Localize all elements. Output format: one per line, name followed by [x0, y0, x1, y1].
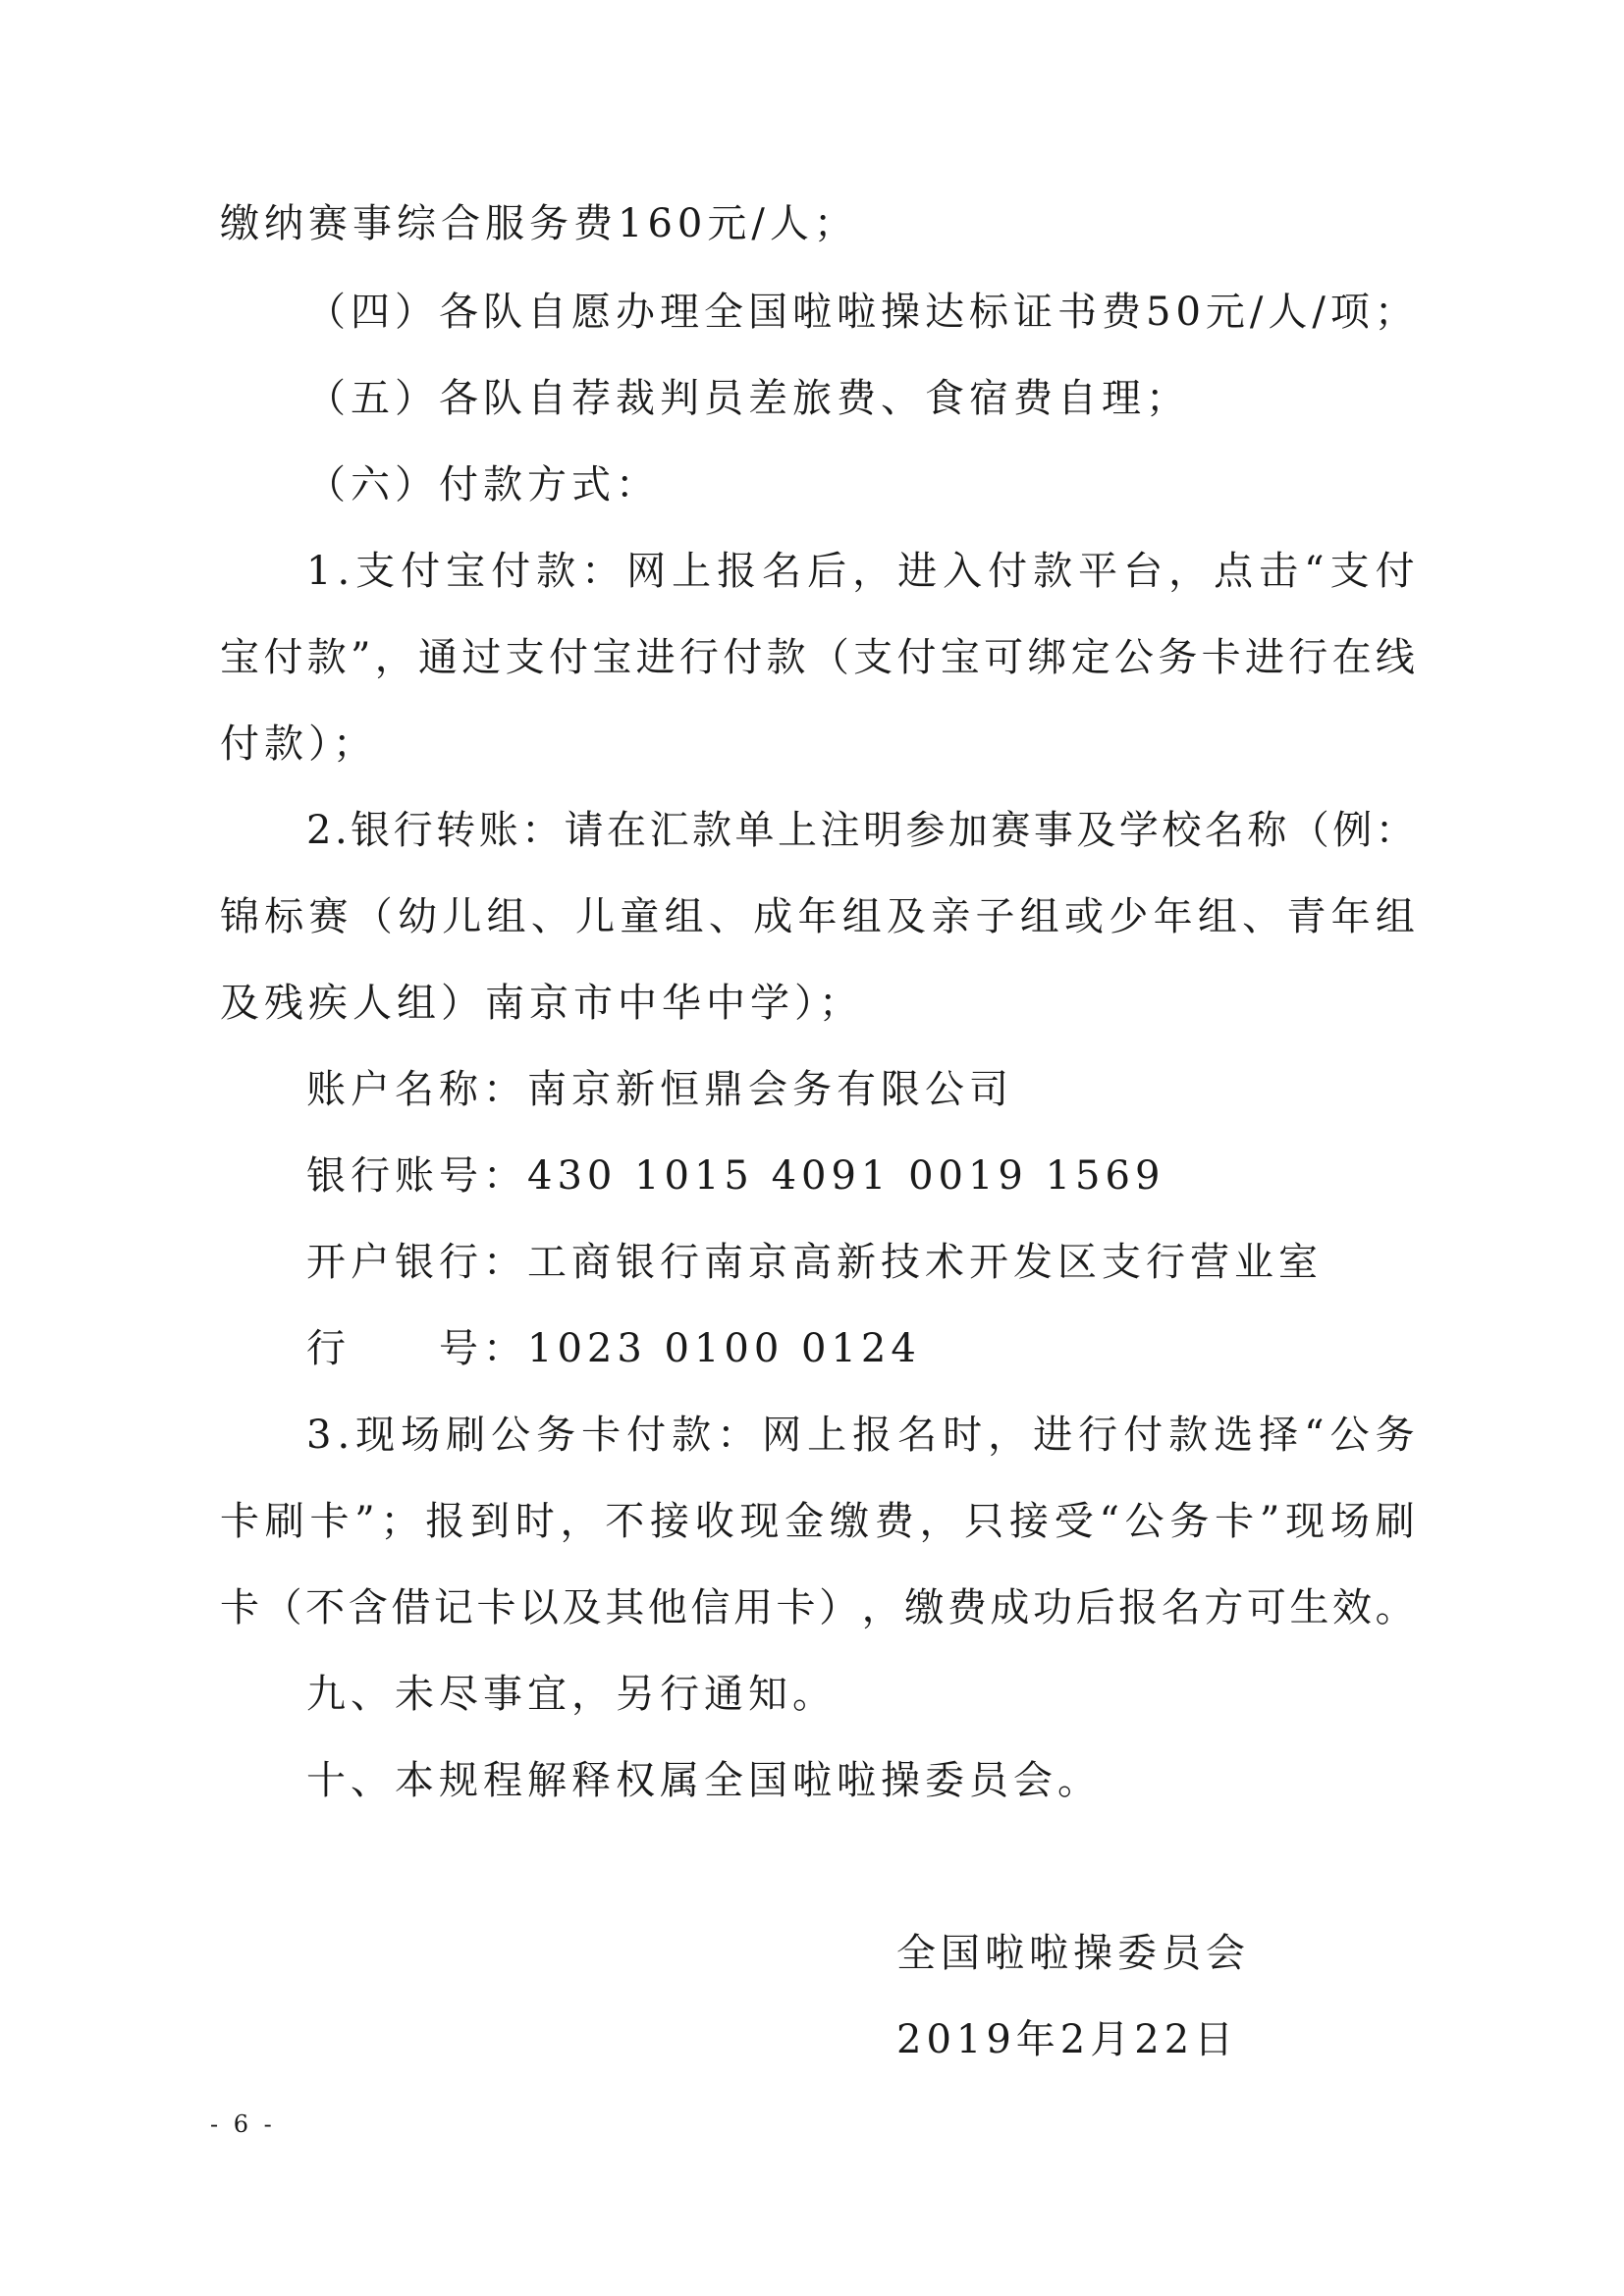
- text-glyph: 可: [1246, 1585, 1286, 1630]
- text-glyph: 费: [947, 1585, 987, 1630]
- text-glyph: 上: [672, 549, 712, 594]
- text-glyph: 刷: [446, 1413, 486, 1458]
- text-glyph: 时: [943, 1413, 983, 1458]
- text-glyph: （: [809, 635, 849, 680]
- text-glyph: 效: [1332, 1585, 1373, 1630]
- text-glyph: 行: [678, 635, 719, 680]
- text-glyph: 卡: [1201, 635, 1241, 680]
- text-glyph: ：: [717, 1413, 757, 1458]
- text-glyph: 参: [905, 808, 946, 853]
- text-glyph: “: [1304, 549, 1325, 594]
- text-glyph: ，: [861, 1585, 901, 1630]
- text-glyph: 青: [1286, 894, 1326, 939]
- text-glyph: 银: [351, 808, 391, 853]
- text-glyph: 务: [1169, 1499, 1210, 1544]
- text-glyph: 儿: [442, 894, 482, 939]
- text-glyph: 明: [862, 808, 902, 853]
- text-glyph: .: [334, 808, 348, 853]
- text-glyph: 支: [355, 549, 396, 594]
- text-glyph: ：: [581, 549, 622, 594]
- text-glyph: 年: [797, 894, 838, 939]
- text-glyph: 在: [1331, 635, 1372, 680]
- text-glyph: 款: [692, 808, 732, 853]
- text-glyph: 1: [306, 549, 332, 594]
- text-glyph: 款: [306, 635, 347, 680]
- text-glyph: 接: [1008, 1499, 1049, 1544]
- text-glyph: 赛: [308, 894, 349, 939]
- text-glyph: 现: [1285, 1499, 1326, 1544]
- text-glyph: 缴: [904, 1585, 945, 1630]
- text-glyph: 公: [1114, 635, 1155, 680]
- text-glyph: 生: [1289, 1585, 1329, 1630]
- text-glyph: 卡: [1215, 1499, 1255, 1544]
- text-glyph: 支: [505, 635, 545, 680]
- text-glyph: （: [352, 894, 393, 939]
- text-glyph: 后: [807, 549, 847, 594]
- text-glyph: 含: [348, 1585, 388, 1630]
- text-glyph: 名: [762, 549, 802, 594]
- text-line-11: 账户名称：南京新恒鼎会务有限公司: [306, 1067, 1013, 1112]
- text-glyph: .: [337, 1413, 351, 1458]
- text-line-5: [306, 549, 1415, 594]
- text-glyph: 例: [1332, 808, 1373, 853]
- text-glyph: 台: [1123, 549, 1164, 594]
- text-glyph: ，: [919, 1499, 959, 1544]
- text-glyph: 进: [1033, 1413, 1073, 1458]
- text-glyph: 卡: [581, 1413, 622, 1458]
- text-glyph: ，: [560, 1499, 600, 1544]
- text-glyph: 卡: [776, 1585, 816, 1630]
- text-glyph: ：: [1375, 808, 1415, 853]
- text-glyph: 支: [1329, 549, 1370, 594]
- text-glyph: 公: [1329, 1413, 1370, 1458]
- text-glyph: 付: [548, 635, 588, 680]
- text-glyph: 锦: [220, 894, 259, 939]
- text-glyph: 赛: [991, 808, 1031, 853]
- text-glyph: 行: [393, 808, 433, 853]
- text-line-1: 缴纳赛事综合服务费160元/人；: [220, 201, 858, 246]
- text-glyph: 及: [886, 894, 926, 939]
- text-glyph: （: [1289, 808, 1329, 853]
- text-line-3: （五）各队自荐裁判员差旅费、食宿费自理；: [306, 376, 1190, 421]
- text-glyph: 童: [620, 894, 660, 939]
- text-glyph: 只: [964, 1499, 1004, 1544]
- text-glyph: 组: [1019, 894, 1059, 939]
- text-glyph: 付: [401, 549, 441, 594]
- text-glyph: 公: [491, 1413, 531, 1458]
- text-glyph: 付: [1123, 1413, 1164, 1458]
- text-glyph: 支: [853, 635, 893, 680]
- text-glyph: 宝: [220, 635, 259, 680]
- text-line-9: [220, 894, 1415, 939]
- text-glyph: ）: [819, 1585, 859, 1630]
- text-glyph: 刷: [264, 1499, 304, 1544]
- text-glyph: 、: [530, 894, 570, 939]
- text-glyph: 用: [732, 1585, 773, 1630]
- text-line-19: 十、本规程解释权属全国啦啦操委员会。: [306, 1758, 1102, 1803]
- text-glyph: 名: [1161, 1585, 1201, 1630]
- text-glyph: 组: [664, 894, 704, 939]
- text-glyph: 年: [1153, 894, 1193, 939]
- text-glyph: 付: [723, 635, 763, 680]
- text-glyph: 付: [491, 549, 531, 594]
- text-glyph: 公: [1124, 1499, 1164, 1544]
- text-glyph: 网: [762, 1413, 802, 1458]
- text-glyph: 缴: [829, 1499, 869, 1544]
- text-glyph: 上: [777, 808, 817, 853]
- text-glyph: 过: [461, 635, 502, 680]
- text-glyph: 场: [401, 1413, 441, 1458]
- text-glyph: 卡: [220, 1499, 259, 1544]
- text-glyph: 金: [785, 1499, 825, 1544]
- text-line-10: 及残疾人组）南京市中华中学）；: [220, 981, 863, 1026]
- text-glyph: 行: [1078, 1413, 1118, 1458]
- text-glyph: 务: [536, 1413, 576, 1458]
- text-glyph: 行: [1288, 635, 1328, 680]
- text-glyph: 信: [690, 1585, 731, 1630]
- text-line-13: 开户银行：工商银行南京高新技术开发区支行营业室: [306, 1240, 1323, 1285]
- text-glyph: 组: [841, 894, 882, 939]
- text-glyph: 名: [897, 1413, 938, 1458]
- text-glyph: 接: [649, 1499, 689, 1544]
- text-line-14: 行 号：1023 0100 0124: [306, 1326, 921, 1371]
- text-line-17: [220, 1585, 1415, 1630]
- text-glyph: 他: [647, 1585, 687, 1630]
- text-glyph: “: [1099, 1499, 1119, 1544]
- text-glyph: 记: [433, 1585, 473, 1630]
- text-glyph: 其: [605, 1585, 645, 1630]
- text-glyph: 功: [1032, 1585, 1072, 1630]
- signature-date: 2019年2月22日: [896, 2017, 1239, 2062]
- text-glyph: 称: [1247, 808, 1287, 853]
- text-glyph: 子: [975, 894, 1015, 939]
- text-glyph: ，: [374, 635, 414, 680]
- text-glyph: 付: [1375, 549, 1415, 594]
- text-glyph: ”: [1259, 1499, 1280, 1544]
- text-glyph: 账: [478, 808, 518, 853]
- text-glyph: ”: [354, 1499, 375, 1544]
- text-glyph: 务: [1158, 635, 1198, 680]
- text-glyph: 亲: [931, 894, 971, 939]
- text-line-16: [220, 1499, 1415, 1544]
- text-glyph: 报: [852, 1413, 893, 1458]
- text-glyph: 借: [391, 1585, 431, 1630]
- text-glyph: 报: [1118, 1585, 1159, 1630]
- text-glyph: 上: [807, 1413, 847, 1458]
- signature-organization: 全国啦啦操委员会: [896, 1931, 1250, 1976]
- text-glyph: 现: [739, 1499, 780, 1544]
- text-glyph: 现: [355, 1413, 396, 1458]
- text-glyph: 择: [1259, 1413, 1299, 1458]
- text-glyph: 2: [306, 808, 332, 853]
- text-glyph: 3: [306, 1413, 332, 1458]
- text-glyph: 、: [708, 894, 748, 939]
- text-glyph: 平: [1078, 549, 1118, 594]
- text-glyph: 不: [305, 1585, 346, 1630]
- text-glyph: 进: [1244, 635, 1284, 680]
- text-glyph: 校: [1162, 808, 1202, 853]
- text-glyph: 收: [694, 1499, 734, 1544]
- text-glyph: 款: [1033, 549, 1073, 594]
- text-glyph: 可: [984, 635, 1024, 680]
- text-glyph: 名: [1204, 808, 1244, 853]
- text-glyph: 宝: [592, 635, 632, 680]
- text-glyph: 受: [1054, 1499, 1094, 1544]
- text-line-15: [306, 1413, 1415, 1458]
- text-glyph: 注: [820, 808, 860, 853]
- text-glyph: 点: [1214, 549, 1254, 594]
- text-glyph: 入: [943, 549, 983, 594]
- text-glyph: 或: [1064, 894, 1105, 939]
- text-line-18: 九、未尽事宜，另行通知。: [306, 1672, 837, 1717]
- text-glyph: 儿: [575, 894, 616, 939]
- text-line-6: [220, 635, 1415, 680]
- text-glyph: 后: [1075, 1585, 1115, 1630]
- text-line-8: [306, 808, 1415, 853]
- text-glyph: 以: [519, 1585, 560, 1630]
- text-glyph: 务: [1375, 1413, 1415, 1458]
- text-glyph: 幼: [398, 894, 438, 939]
- text-glyph: 刷: [1375, 1499, 1415, 1544]
- text-glyph: ，: [988, 1413, 1028, 1458]
- text-glyph: （: [262, 1585, 302, 1630]
- text-glyph: 定: [1070, 635, 1110, 680]
- text-glyph: 标: [264, 894, 304, 939]
- text-glyph: 报: [717, 549, 757, 594]
- text-glyph: 款: [536, 549, 576, 594]
- text-glyph: ，: [1168, 549, 1209, 594]
- text-glyph: 成: [990, 1585, 1030, 1630]
- text-glyph: 卡: [309, 1499, 350, 1544]
- text-glyph: 少: [1109, 894, 1149, 939]
- text-glyph: 组: [486, 894, 526, 939]
- text-glyph: 请: [564, 808, 604, 853]
- text-glyph: 款: [766, 635, 806, 680]
- text-glyph: 汇: [649, 808, 689, 853]
- text-glyph: 转: [436, 808, 476, 853]
- text-glyph: 绑: [1027, 635, 1067, 680]
- text-glyph: 加: [947, 808, 988, 853]
- text-glyph: 进: [635, 635, 676, 680]
- text-glyph: 事: [1033, 808, 1073, 853]
- text-glyph: 报: [425, 1499, 465, 1544]
- text-glyph: 卡: [220, 1585, 259, 1630]
- text-line-2: （四）各队自愿办理全国啦啦操达标证书费50元/人/项；: [306, 290, 1419, 335]
- text-glyph: 付: [263, 635, 303, 680]
- text-glyph: 宝: [446, 549, 486, 594]
- text-line-4: （六）付款方式：: [306, 462, 660, 507]
- text-glyph: 款: [672, 1413, 712, 1458]
- text-glyph: 不: [605, 1499, 645, 1544]
- text-glyph: 费: [874, 1499, 914, 1544]
- text-glyph: 学: [1118, 808, 1159, 853]
- text-glyph: 选: [1214, 1413, 1254, 1458]
- text-glyph: 场: [1329, 1499, 1370, 1544]
- page-number: - 6 -: [210, 2110, 276, 2138]
- text-glyph: 组: [1197, 894, 1237, 939]
- text-glyph: 卡: [476, 1585, 516, 1630]
- text-glyph: 方: [1204, 1585, 1244, 1630]
- text-glyph: 付: [988, 549, 1028, 594]
- text-glyph: 及: [562, 1585, 602, 1630]
- text-glyph: “: [1304, 1413, 1325, 1458]
- text-glyph: 到: [469, 1499, 510, 1544]
- text-glyph: 线: [1375, 635, 1415, 680]
- text-glyph: .: [337, 549, 351, 594]
- text-glyph: 宝: [940, 635, 980, 680]
- text-glyph: 。: [1375, 1585, 1415, 1630]
- text-line-7: 付款）；: [220, 721, 377, 767]
- text-glyph: 网: [626, 549, 667, 594]
- text-line-12: 银行账号：430 1015 4091 0019 1569: [306, 1153, 1165, 1199]
- text-glyph: 付: [626, 1413, 667, 1458]
- text-glyph: 款: [1168, 1413, 1209, 1458]
- text-glyph: 在: [607, 808, 647, 853]
- text-glyph: ；: [380, 1499, 420, 1544]
- text-glyph: 单: [734, 808, 775, 853]
- text-glyph: 进: [897, 549, 938, 594]
- text-glyph: 通: [418, 635, 459, 680]
- text-glyph: 及: [1076, 808, 1116, 853]
- text-glyph: 、: [1242, 894, 1282, 939]
- text-glyph: ，: [852, 549, 893, 594]
- text-glyph: 时: [514, 1499, 555, 1544]
- text-glyph: 成: [753, 894, 793, 939]
- text-glyph: 付: [896, 635, 937, 680]
- text-glyph: 组: [1375, 894, 1415, 939]
- text-glyph: 年: [1330, 894, 1371, 939]
- text-glyph: ：: [521, 808, 562, 853]
- text-glyph: ”: [350, 635, 371, 680]
- text-glyph: 击: [1259, 549, 1299, 594]
